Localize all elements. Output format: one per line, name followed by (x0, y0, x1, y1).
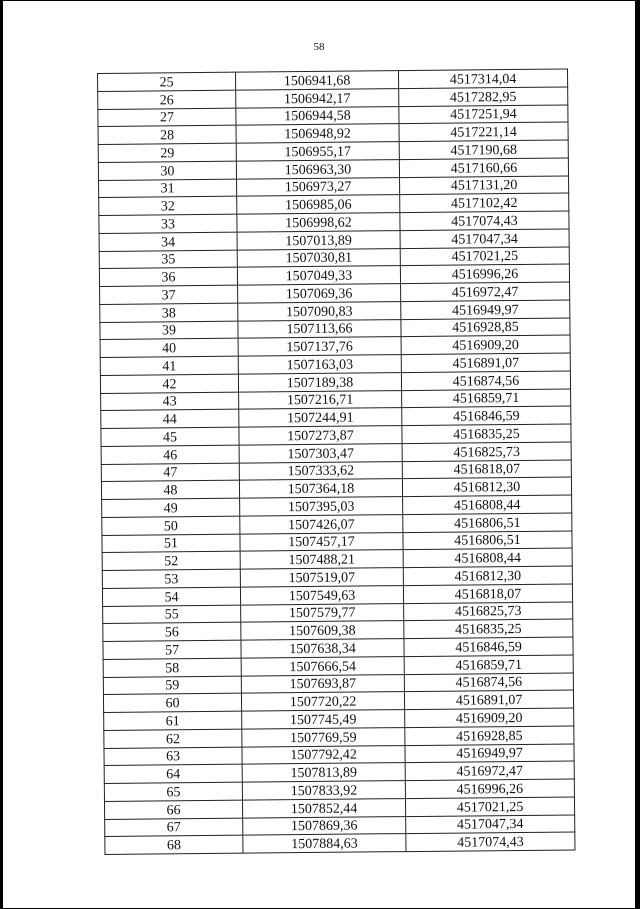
x-coordinate-cell: 1507013,89 (237, 230, 400, 249)
point-number-cell: 31 (99, 179, 237, 198)
x-coordinate-cell: 1506973,27 (237, 177, 400, 196)
point-number-cell: 60 (103, 693, 241, 712)
y-coordinate-cell: 4516972,47 (405, 761, 574, 780)
x-coordinate-cell: 1506944,58 (236, 106, 399, 125)
x-coordinate-cell: 1507364,18 (239, 479, 402, 498)
y-coordinate-cell: 4516972,47 (401, 282, 570, 301)
point-number-cell: 67 (105, 818, 243, 837)
x-coordinate-cell: 1507792,42 (242, 745, 405, 764)
y-coordinate-cell: 4517282,95 (399, 87, 568, 106)
x-coordinate-cell: 1506941,68 (235, 71, 398, 90)
y-coordinate-cell: 4517221,14 (399, 122, 568, 141)
y-coordinate-cell: 4516874,56 (401, 371, 570, 390)
coordinates-table-wrapper (97, 68, 574, 854)
x-coordinate-cell: 1506942,17 (236, 88, 399, 107)
point-number-cell: 65 (104, 782, 242, 801)
point-number-cell: 41 (100, 356, 238, 375)
x-coordinate-cell: 1507638,34 (241, 639, 404, 658)
x-coordinate-cell: 1507244,91 (239, 408, 402, 427)
x-coordinate-cell: 1507869,36 (243, 816, 406, 835)
x-coordinate-cell: 1507720,22 (241, 692, 404, 711)
x-coordinate-cell: 1507609,38 (241, 621, 404, 640)
y-coordinate-cell: 4516891,07 (401, 353, 570, 372)
point-number-cell: 63 (104, 747, 242, 766)
y-coordinate-cell: 4516808,44 (403, 548, 572, 567)
y-coordinate-cell: 4517251,94 (399, 104, 568, 123)
y-coordinate-cell: 4516909,20 (401, 335, 570, 354)
point-number-cell: 30 (98, 161, 236, 180)
point-number-cell: 58 (103, 658, 241, 677)
point-number-cell: 38 (100, 303, 238, 322)
y-coordinate-cell: 4516909,20 (405, 708, 574, 727)
point-number-cell: 47 (101, 463, 239, 482)
x-coordinate-cell: 1507745,49 (242, 710, 405, 729)
point-number-cell: 56 (103, 622, 241, 641)
point-number-cell: 34 (99, 232, 237, 251)
y-coordinate-cell: 4516818,07 (402, 459, 571, 478)
y-coordinate-cell: 4517021,25 (405, 797, 574, 816)
point-number-cell: 44 (101, 409, 239, 428)
y-coordinate-cell: 4517160,66 (399, 158, 568, 177)
point-number-cell: 52 (102, 551, 240, 570)
x-coordinate-cell: 1506955,17 (236, 142, 399, 161)
point-number-cell: 36 (99, 267, 237, 286)
x-coordinate-cell: 1507113,66 (238, 319, 401, 338)
x-coordinate-cell: 1507030,81 (237, 248, 400, 267)
point-number-cell: 45 (101, 427, 239, 446)
x-coordinate-cell: 1507163,03 (238, 355, 401, 374)
y-coordinate-cell: 4516874,56 (404, 672, 573, 691)
x-coordinate-cell: 1507769,59 (242, 727, 405, 746)
point-number-cell: 49 (102, 498, 240, 517)
point-number-cell: 29 (98, 143, 236, 162)
x-coordinate-cell: 1507137,76 (238, 337, 401, 356)
x-coordinate-cell: 1507049,33 (237, 266, 400, 285)
x-coordinate-cell: 1507333,62 (239, 461, 402, 480)
y-coordinate-cell: 4517047,34 (406, 814, 575, 833)
y-coordinate-cell: 4516996,26 (405, 779, 574, 798)
point-number-cell: 66 (104, 800, 242, 819)
y-coordinate-cell: 4517021,25 (400, 246, 569, 265)
y-coordinate-cell: 4516818,07 (403, 584, 572, 603)
x-coordinate-cell: 1507395,03 (240, 497, 403, 516)
x-coordinate-cell: 1507090,83 (238, 301, 401, 320)
point-number-cell: 50 (102, 516, 240, 535)
y-coordinate-cell: 4516846,59 (404, 637, 573, 656)
x-coordinate-cell: 1507457,17 (240, 532, 403, 551)
x-coordinate-cell: 1507549,63 (240, 585, 403, 604)
y-coordinate-cell: 4516846,59 (402, 406, 571, 425)
point-number-cell: 54 (102, 587, 240, 606)
point-number-cell: 39 (100, 321, 238, 340)
x-coordinate-cell: 1507884,63 (243, 834, 406, 853)
y-coordinate-cell: 4516891,07 (404, 690, 573, 709)
point-number-cell: 48 (101, 480, 239, 499)
point-number-cell: 26 (98, 90, 236, 109)
point-number-cell: 57 (103, 640, 241, 659)
point-number-cell: 46 (101, 445, 239, 464)
y-coordinate-cell: 4517190,68 (399, 140, 568, 159)
point-number-cell: 55 (103, 605, 241, 624)
x-coordinate-cell: 1507189,38 (238, 372, 401, 391)
point-number-cell: 37 (100, 285, 238, 304)
y-coordinate-cell: 4517074,43 (406, 832, 575, 851)
point-number-cell: 25 (98, 72, 236, 91)
y-coordinate-cell: 4516806,51 (403, 513, 572, 532)
point-number-cell: 28 (98, 125, 236, 144)
x-coordinate-cell: 1507833,92 (242, 781, 405, 800)
y-coordinate-cell: 4516825,73 (404, 601, 573, 620)
point-number-cell: 40 (100, 338, 238, 357)
point-number-cell: 51 (102, 534, 240, 553)
x-coordinate-cell: 1507813,89 (242, 763, 405, 782)
x-coordinate-cell: 1506963,30 (236, 159, 399, 178)
point-number-cell: 61 (104, 711, 242, 730)
x-coordinate-cell: 1507069,36 (238, 284, 401, 303)
x-coordinate-cell: 1507693,87 (241, 674, 404, 693)
point-number-cell: 53 (102, 569, 240, 588)
x-coordinate-cell: 1507666,54 (241, 656, 404, 675)
x-coordinate-cell: 1507579,77 (241, 603, 404, 622)
y-coordinate-cell: 4517131,20 (400, 175, 569, 194)
point-number-cell: 68 (105, 835, 243, 854)
x-coordinate-cell: 1507273,87 (239, 426, 402, 445)
point-number-cell: 35 (99, 250, 237, 269)
point-number-cell: 59 (103, 676, 241, 695)
y-coordinate-cell: 4517314,04 (398, 69, 567, 88)
point-number-cell: 64 (104, 764, 242, 783)
y-coordinate-cell: 4516859,71 (404, 655, 573, 674)
y-coordinate-cell: 4516812,30 (403, 566, 572, 585)
page-number: 58 (313, 41, 325, 53)
x-coordinate-cell: 1506998,62 (237, 213, 400, 232)
y-coordinate-cell: 4516949,97 (401, 300, 570, 319)
y-coordinate-cell: 4516808,44 (403, 495, 572, 514)
x-coordinate-cell: 1507852,44 (242, 798, 405, 817)
point-number-cell: 27 (98, 108, 236, 127)
point-number-cell: 33 (99, 214, 237, 233)
y-coordinate-cell: 4516825,73 (402, 442, 571, 461)
x-coordinate-cell: 1507426,07 (240, 514, 403, 533)
coordinates-table (97, 68, 575, 854)
x-coordinate-cell: 1506985,06 (237, 195, 400, 214)
y-coordinate-cell: 4516859,71 (402, 388, 571, 407)
document-page (3, 1, 635, 908)
y-coordinate-cell: 4516806,51 (403, 530, 572, 549)
y-coordinate-cell: 4516949,97 (405, 743, 574, 762)
x-coordinate-cell: 1506948,92 (236, 124, 399, 143)
y-coordinate-cell: 4516996,26 (400, 264, 569, 283)
x-coordinate-cell: 1507216,71 (239, 390, 402, 409)
point-number-cell: 62 (104, 729, 242, 748)
y-coordinate-cell: 4517102,42 (400, 193, 569, 212)
x-coordinate-cell: 1507519,07 (240, 568, 403, 587)
y-coordinate-cell: 4516928,85 (405, 726, 574, 745)
point-number-cell: 42 (100, 374, 238, 393)
y-coordinate-cell: 4516812,30 (402, 477, 571, 496)
coordinates-table-body (98, 69, 575, 854)
y-coordinate-cell: 4516835,25 (404, 619, 573, 638)
point-number-cell: 32 (99, 196, 237, 215)
y-coordinate-cell: 4516835,25 (402, 424, 571, 443)
x-coordinate-cell: 1507303,47 (239, 443, 402, 462)
x-coordinate-cell: 1507488,21 (240, 550, 403, 569)
y-coordinate-cell: 4517047,34 (400, 229, 569, 248)
y-coordinate-cell: 4517074,43 (400, 211, 569, 230)
point-number-cell: 43 (101, 392, 239, 411)
y-coordinate-cell: 4516928,85 (401, 317, 570, 336)
